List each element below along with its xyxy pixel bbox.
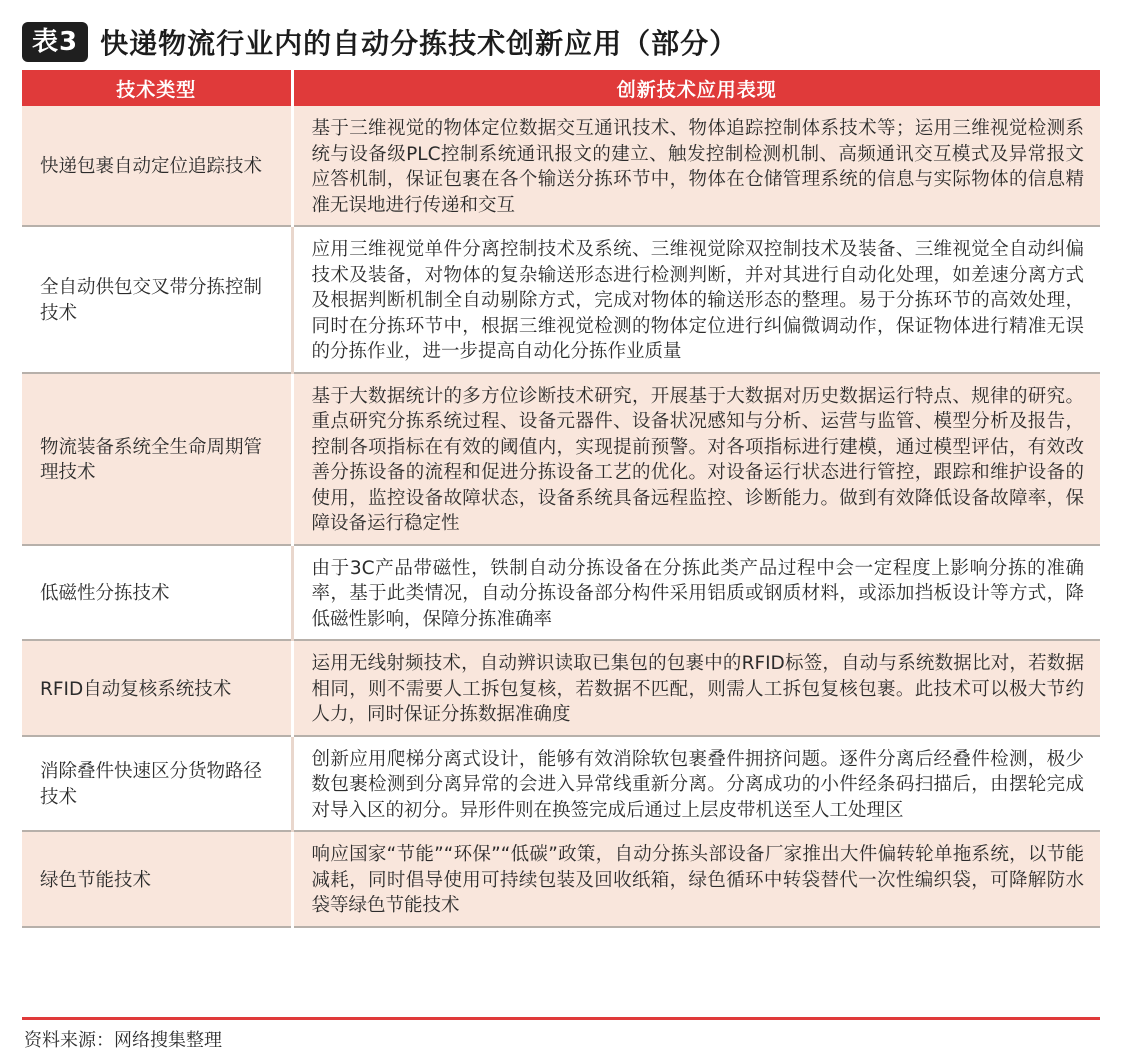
table-title: [22, 20, 738, 64]
column-header-application: 创新技术应用表现: [292, 70, 1100, 106]
cell-tech-description: 基于大数据统计的多方位诊断技术研究，开展基于大数据对历史数据运行特点、规律的研究。重点研究分拣系统过程、设备元器件、设备状况感知与分析、运营与监管、模型分析及报告，控制各项指标在有效的阈值内，实现提前预警。对各项指标进行建模，通过模型评估，有效改善分拣设备的流程和促进分拣设备工艺的优化。对设备运行状态进行管控，跟踪和维护设备的使用，监控设备故障状态，设备系统具备远程监控、诊断能力。做到有效降低设备故障率，保障设备运行稳定性: [292, 373, 1100, 545]
cell-tech-description: 创新应用爬梯分离式设计，能够有效消除软包裹叠件拥挤问题。逐件分离后经叠件检测，极少数包裹检测到分离异常的会进入异常线重新分离。分离成功的小件经条码扫描后，由摆轮完成对导入区的初分。异形件则在换签完成后通过上层皮带机送至人工处理区: [292, 736, 1100, 832]
table-number-badge: 表3: [22, 22, 88, 62]
table-row: [22, 373, 1100, 545]
table-row: [22, 831, 1100, 927]
cell-tech-description: 由于3C产品带磁性，铁制自动分拣设备在分拣此类产品过程中会一定程度上影响分拣的准确率，基于此类情况，自动分拣设备部分构件采用铝质或钢质材料，或添加挡板设计等方式，降低磁性影响，保障分拣准确率: [292, 545, 1100, 641]
table-row: [22, 640, 1100, 736]
table-row: [22, 545, 1100, 641]
cell-tech-type: 全自动供包交叉带分拣控制技术: [22, 226, 292, 373]
bottom-divider: [22, 1017, 1100, 1020]
cell-tech-description: 应用三维视觉单件分离控制技术及系统、三维视觉除双控制技术及装备、三维视觉全自动纠偏技术及装备，对物体的复杂输送形态进行检测判断，并对其进行自动化处理，如差速分离方式及根据判断机制全自动剔除方式，完成对物体的输送形态的整理。易于分拣环节的高效处理，同时在分拣环节中，根据三维视觉检测的物体定位进行纠偏微调动作，保证物体进行精准无误的分拣作业，进一步提高自动化分拣作业质量: [292, 226, 1100, 373]
table-row: [22, 226, 1100, 373]
page-title: 快递物流行业内的自动分拣技术创新应用（部分）: [100, 27, 739, 60]
cell-tech-description: 响应国家“节能”“环保”“低碳”政策，自动分拣头部设备厂家推出大件偏转轮单拖系统，以节能减耗，同时倡导使用可持续包装及回收纸箱，绿色循环中转袋替代一次性编织袋，可降解防水袋等绿色节能技术: [292, 831, 1100, 927]
cell-tech-type: 消除叠件快速区分货物路径技术: [22, 736, 292, 832]
cell-tech-type: 绿色节能技术: [22, 831, 292, 927]
cell-tech-type: 物流装备系统全生命周期管理技术: [22, 373, 292, 545]
source-note: 资料来源：网络搜集整理: [24, 1030, 222, 1051]
cell-tech-type: 低磁性分拣技术: [22, 545, 292, 641]
tech-table: [22, 70, 1100, 928]
table-header-row: [22, 70, 1100, 106]
cell-tech-type: 快递包裹自动定位追踪技术: [22, 106, 292, 226]
table-row: [22, 736, 1100, 832]
cell-tech-type: RFID自动复核系统技术: [22, 640, 292, 736]
cell-tech-description: 基于三维视觉的物体定位数据交互通讯技术、物体追踪控制体系技术等；运用三维视觉检测系统与设备级PLC控制系统通讯报文的建立、触发控制检测机制、高频通讯交互模式及异常报文应答机制，保证包裹在各个输送分拣环节中，物体在仓储管理系统的信息与实际物体的信息精准无误地进行传递和交互: [292, 106, 1100, 226]
column-header-type: 技术类型: [22, 70, 292, 106]
cell-tech-description: 运用无线射频技术，自动辨识读取已集包的包裹中的RFID标签，自动与系统数据比对，若数据相同，则不需要人工拆包复核，若数据不匹配，则需人工拆包复核包裹。此技术可以极大节约人力，同时保证分拣数据准确度: [292, 640, 1100, 736]
table-row: [22, 106, 1100, 226]
